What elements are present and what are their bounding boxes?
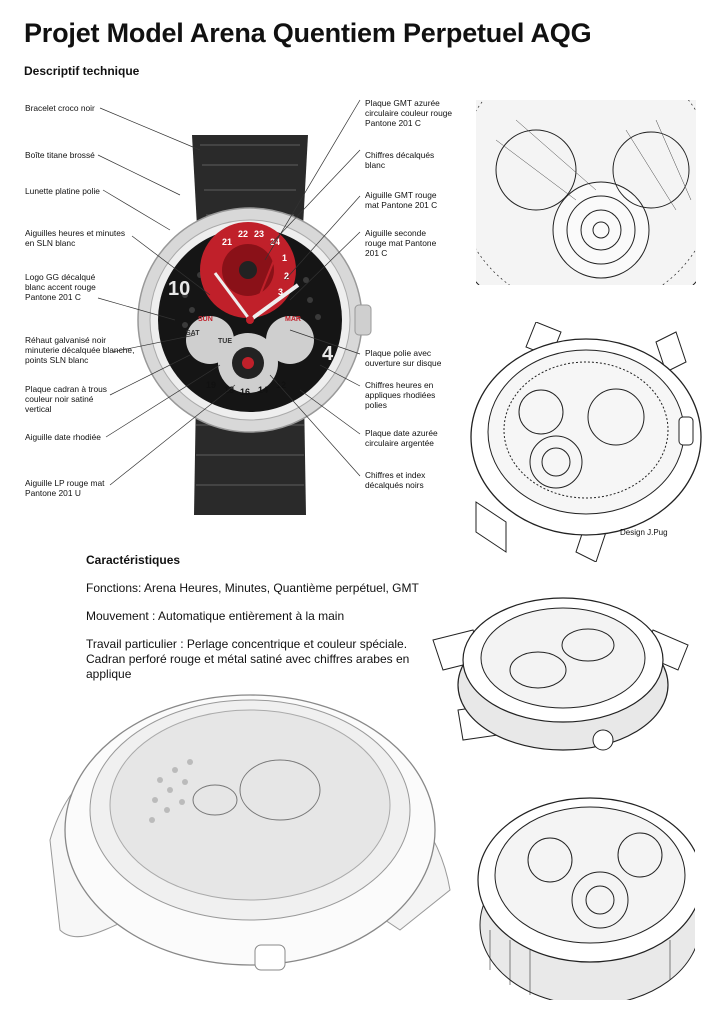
feature-item: Fonctions: Arena Heures, Minutes, Quantième perpétuel, GMT — [86, 581, 419, 595]
design-credit: Design J.Pug — [620, 528, 668, 537]
callout-logo: Logo GG décalqué blanc accent rouge Pantone 201 C — [25, 272, 96, 302]
page-title: Projet Model Arena Quentiem Perpetuel AQG — [24, 18, 592, 48]
features-section — [86, 553, 436, 695]
callout-rehaut: Réhaut galvanisé noir minuterie décalquée blanche, points SLN blanc — [25, 335, 135, 365]
callout-hands: Aiguilles heures et minutes en SLN blanc — [25, 228, 126, 248]
date-numeral: 19 — [206, 380, 217, 390]
case-side-render — [428, 590, 698, 760]
callout-hour-appliques: Chiffres heures en appliques rhodiées polies — [365, 380, 436, 410]
section-subtitle: Descriptif technique — [24, 64, 140, 78]
callout-lp-hand: Aiguille LP rouge mat Pantone 201 U — [25, 478, 105, 498]
callout-gmt-plate: Plaque GMT azurée circulaire couleur rouge Pantone 201 C — [365, 98, 453, 128]
gmt-numeral: 1 — [282, 253, 288, 263]
gmt-numeral: 21 — [222, 237, 233, 247]
feature-item: Mouvement : Automatique entièrement à la main — [86, 609, 345, 623]
day-label-sun: SUN — [198, 316, 213, 323]
day-label-tue: TUE — [218, 338, 232, 345]
case-perspective-sketch — [466, 322, 706, 562]
callout-seconds-hand: Aiguille seconde rouge mat Pantone 201 C — [365, 228, 437, 258]
case-bottom-render — [470, 790, 695, 1000]
gmt-numeral: 3 — [278, 287, 284, 297]
callout-black-numerals: Chiffres et index décalqués noirs — [365, 470, 426, 490]
callout-dial-plate: Plaque cadran à trous couleur noir satiné vertical — [25, 384, 107, 414]
date-numeral: 16 — [240, 387, 251, 397]
callout-gmt-hand: Aiguille GMT rouge mat Pantone 201 C — [365, 190, 438, 210]
month-label-mar: MAR — [285, 316, 301, 323]
hour-numeral-10: 10 — [168, 278, 191, 300]
callout-numerals-white: Chiffres décalqués blanc — [365, 150, 435, 170]
date-numeral: 12 — [276, 380, 287, 390]
feature-item: Travail particulier : Perlage concentrique et couleur spéciale. Cadran perforé rouge et métal satiné avec chiffres arabes en applique — [86, 637, 410, 681]
features-heading: Caractéristiques — [86, 553, 181, 567]
day-label-sat: SAT — [186, 330, 200, 337]
date-numeral: 14 — [258, 385, 269, 395]
dial-closeup-sketch — [476, 100, 696, 285]
gmt-numeral: 23 — [254, 229, 265, 239]
callout-date-hand: Aiguille date rhodiée — [25, 432, 101, 442]
date-numeral: 18 — [224, 385, 235, 395]
callout-date-plate: Plaque date azurée circulaire argentée — [365, 428, 438, 448]
large-watch-render — [40, 690, 460, 1010]
gmt-numeral: 2 — [284, 271, 290, 281]
hour-numeral-4: 4 — [322, 343, 334, 365]
gmt-numeral: 24 — [270, 237, 281, 247]
callout-polished-plate: Plaque polie avec ouverture sur disque — [365, 348, 442, 368]
callout-bezel: Lunette platine polie — [25, 186, 100, 196]
gmt-numeral: 22 — [238, 229, 249, 239]
callout-strap: Bracelet croco noir — [25, 103, 95, 113]
callout-case: Boîte titane brossé — [25, 150, 95, 160]
